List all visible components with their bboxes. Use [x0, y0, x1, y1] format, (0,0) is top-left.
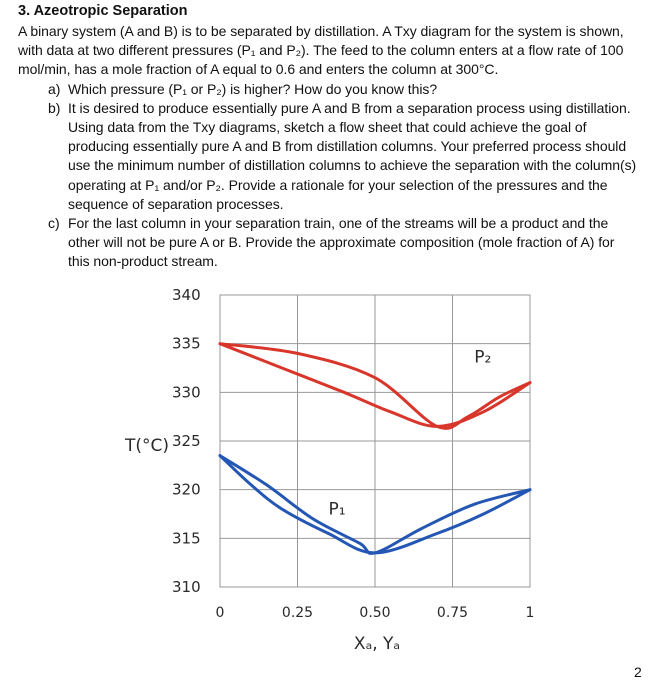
question-intro: A binary system (A and B) is to be separated by distillation. A Txy diagram for the system is shown, with data at two different pressures (P₁ and P₂). The feed to the column enters at a flow rate of 100 mol/min, has a mole fraction of A equal to 0.6 and enters the column at 300°C. — [18, 23, 624, 78]
y-tick-label: 340 — [172, 286, 201, 304]
y-tick-label: 330 — [172, 383, 201, 402]
question-heading: 3. Azeotropic Separation — [18, 3, 188, 19]
y-tick-label: 320 — [172, 480, 201, 499]
question-part-b — [18, 99, 638, 214]
y-tick-label: 335 — [172, 334, 201, 353]
question-block — [18, 2, 638, 272]
x-tick-label: 1 — [525, 605, 535, 621]
series-label-p1: P₁ — [328, 499, 346, 520]
part-text: Which pressure (P₁ or P₂) is higher? How do you know this? — [68, 80, 438, 97]
question-parts — [18, 80, 638, 272]
part-text: For the last column in your separation train, one of the streams will be a product and the other will not be pure A or B. Provide the approximate composition (mole fraction of A) for this non-product stream. — [68, 215, 615, 270]
x-axis-label: Xₐ, Yₐ — [353, 634, 401, 654]
y-tick-label: 315 — [172, 529, 201, 548]
x-tick-label: 0.50 — [359, 605, 391, 621]
part-label: c) — [48, 215, 60, 232]
question-part-a — [18, 80, 638, 99]
part-label: b) — [48, 99, 61, 116]
y-tick-label: 310 — [172, 578, 201, 596]
question-part-c — [18, 214, 638, 272]
part-label: a) — [48, 80, 61, 97]
x-tick-label: 0.75 — [436, 605, 469, 621]
y-tick-label: 325 — [172, 432, 201, 450]
y-axis-label: T(°C) — [125, 436, 170, 456]
chart-labels — [124, 286, 534, 654]
page-number: 2 — [634, 664, 642, 680]
chart-grid — [220, 295, 530, 587]
series-label-p2: P₂ — [474, 347, 492, 368]
txy-diagram — [115, 282, 555, 657]
x-tick-label: 0.25 — [281, 605, 314, 621]
x-tick-label: 0 — [215, 605, 225, 621]
part-text: It is desired to produce essentially pure A and B from a separation process using distillation. Using data from the Txy diagrams, sketch a flow sheet that could achieve the goal of producing essentially pure A and B from distillation columns. Your preferred process should use the minimum number of distillation columns to achieve the separation with the column(s) operating at P₁ and/or P₂. Provide a rationale for your selection of the pressures and the sequence of separation processes. — [68, 99, 637, 212]
